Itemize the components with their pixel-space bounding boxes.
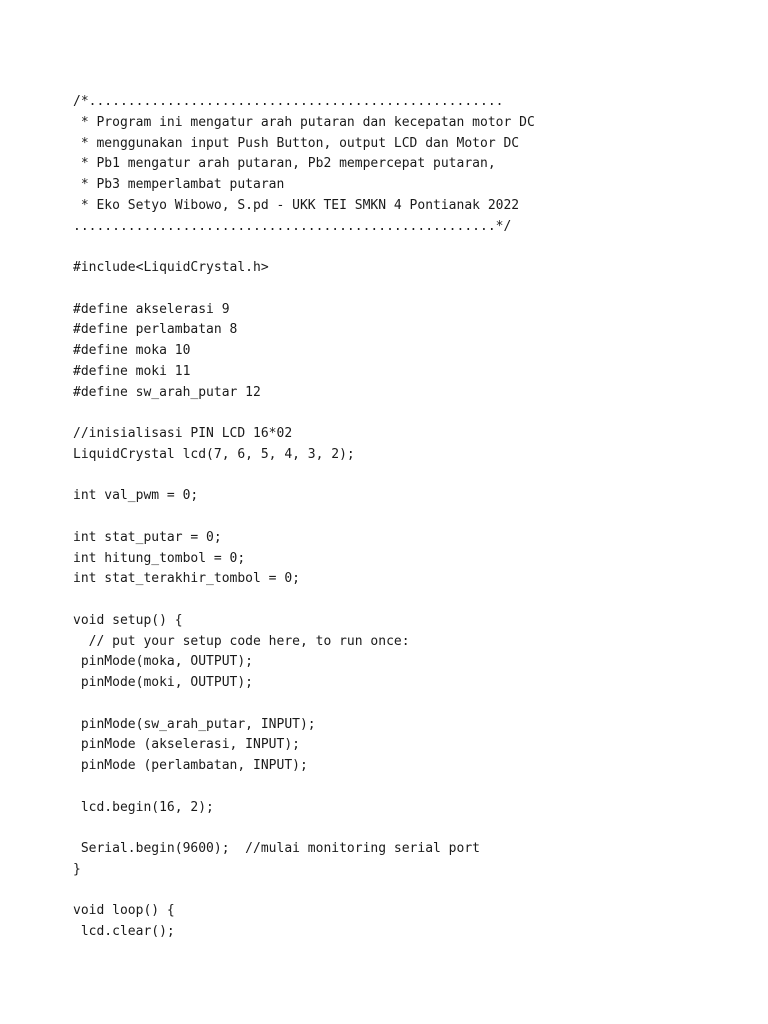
code-line: int hitung_tombol = 0; bbox=[73, 550, 246, 566]
code-line: lcd.begin(16, 2); bbox=[73, 799, 214, 815]
code-line: * menggunakan input Push Button, output LCD dan Motor DC bbox=[73, 135, 520, 151]
code-line: pinMode (perlambatan, INPUT); bbox=[73, 758, 308, 773]
code-line: pinMode(sw_arah_putar, INPUT); bbox=[73, 716, 316, 732]
code-line: Serial.begin(9600); //mulai monitoring serial port bbox=[73, 841, 480, 856]
code-line: int stat_terakhir_tombol = 0; bbox=[73, 571, 300, 587]
code-line: void loop() { bbox=[73, 903, 175, 919]
code-line bbox=[73, 403, 535, 424]
code-line bbox=[73, 777, 535, 798]
code-line bbox=[73, 881, 535, 902]
code-line bbox=[73, 237, 535, 258]
code-line bbox=[73, 507, 535, 528]
code-line bbox=[73, 818, 535, 839]
code-line: #define moka 10 bbox=[73, 343, 191, 358]
code-line: * Pb3 memperlambat putaran bbox=[73, 177, 285, 192]
code-line bbox=[73, 694, 535, 715]
code-line: } bbox=[73, 861, 81, 877]
code-line: lcd.clear(); bbox=[73, 924, 175, 939]
code-line: LiquidCrystal lcd(7, 6, 5, 4, 3, 2); bbox=[73, 446, 355, 462]
code-line: // put your setup code here, to run once: bbox=[73, 633, 410, 649]
code-line: pinMode(moka, OUTPUT); bbox=[73, 654, 254, 670]
code-line: * Eko Setyo Wibowo, S.pd - UKK TEI SMKN 4 Pontianak 2022 bbox=[73, 197, 520, 213]
code-line: * Program ini mengatur arah putaran dan kecepatan motor DC bbox=[73, 114, 535, 130]
code-line bbox=[73, 466, 535, 487]
code-line: #define perlambatan 8 bbox=[73, 322, 238, 338]
code-line: pinMode (akselerasi, INPUT); bbox=[73, 737, 300, 753]
code-line: int val_pwm = 0; bbox=[73, 488, 199, 504]
code-line: #define moki 11 bbox=[73, 363, 191, 379]
code-line: void setup() { bbox=[73, 612, 183, 628]
code-line bbox=[73, 590, 535, 611]
code-line: #define sw_arah_putar 12 bbox=[73, 384, 261, 400]
code-line: #include<LiquidCrystal.h> bbox=[73, 260, 269, 275]
code-line: ......................................................*/ bbox=[73, 218, 512, 234]
code-line: //inisialisasi PIN LCD 16*02 bbox=[73, 426, 293, 441]
code-line bbox=[73, 279, 535, 300]
code-line: * Pb1 mengatur arah putaran, Pb2 mempercepat putaran, bbox=[73, 156, 496, 172]
code-listing bbox=[73, 92, 535, 943]
code-line: #define akselerasi 9 bbox=[73, 301, 230, 317]
code-line: int stat_putar = 0; bbox=[73, 529, 222, 545]
code-line: pinMode(moki, OUTPUT); bbox=[73, 675, 254, 690]
code-line: /*..................................................... bbox=[73, 94, 504, 109]
